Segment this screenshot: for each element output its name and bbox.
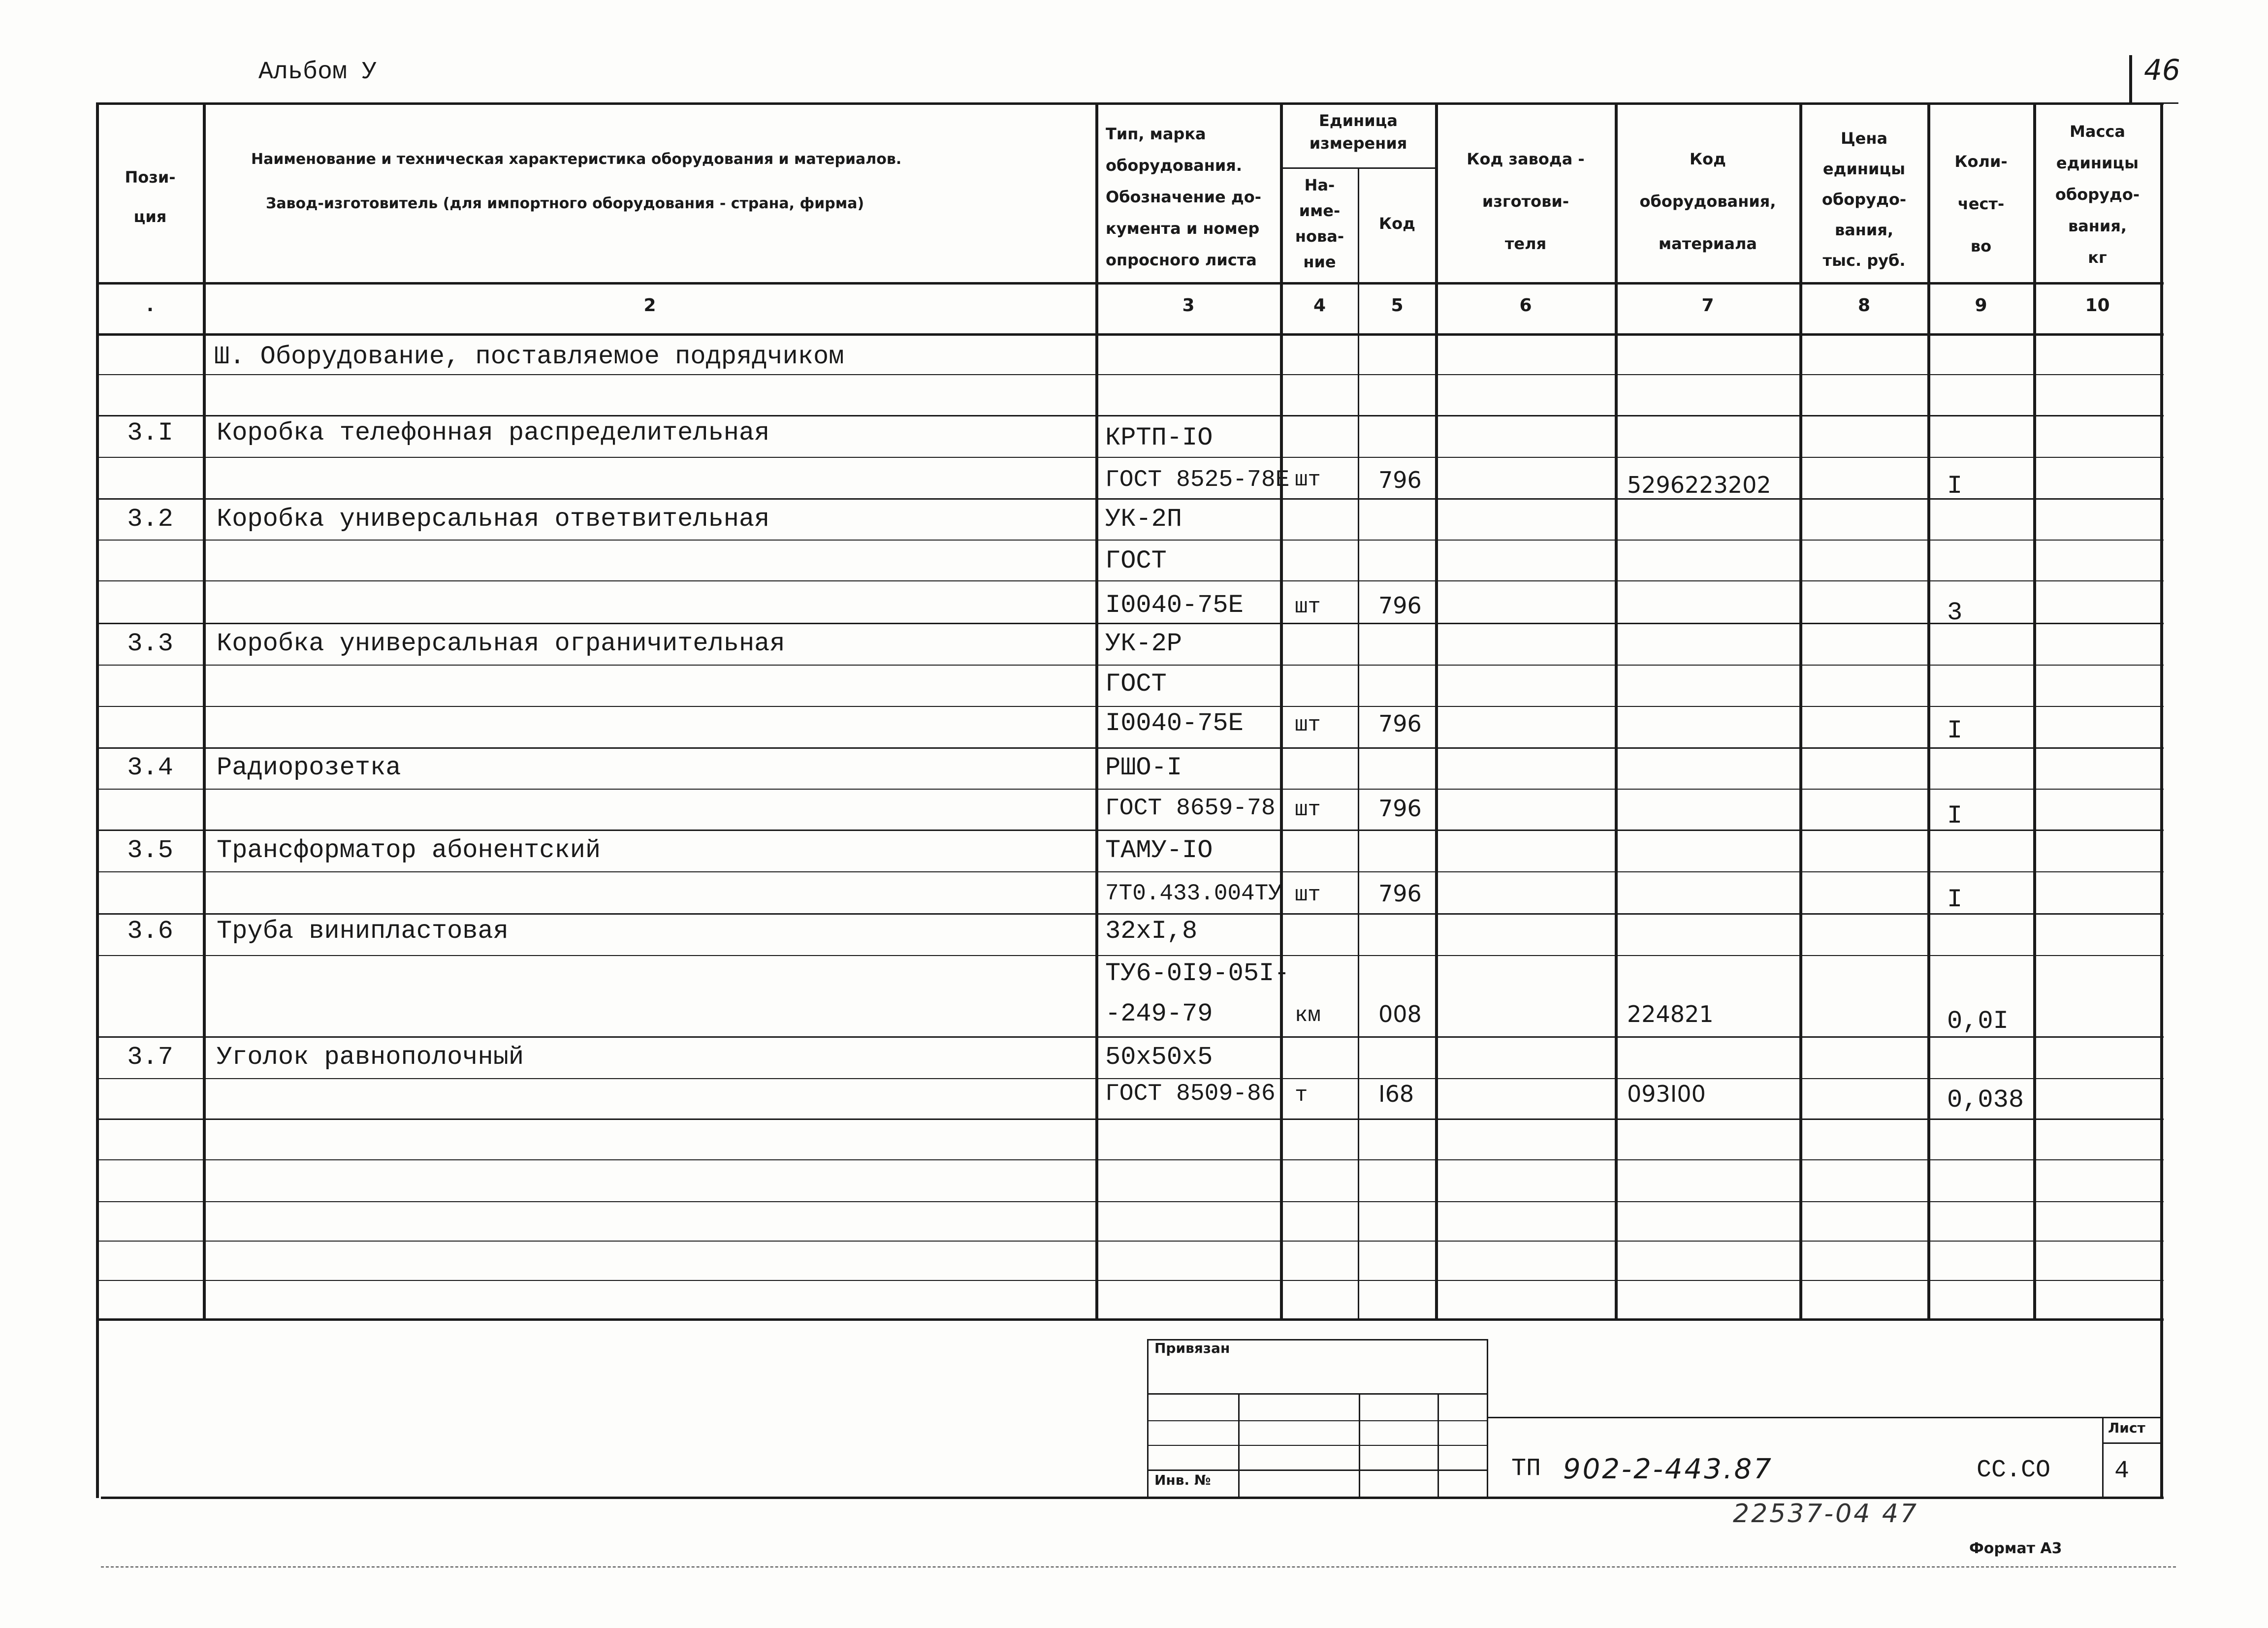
- col-number: 8: [1857, 295, 1871, 316]
- row-type: 32хI,8: [1105, 917, 1198, 946]
- format-label: Формат А3: [1969, 1540, 2062, 1557]
- row-quantity: I: [1947, 472, 1963, 501]
- col-header-unit-name: На- име- нова- ние: [1295, 176, 1344, 271]
- col-header-unit: Единица измерения: [1309, 111, 1407, 153]
- row-position: 3.3: [127, 629, 173, 658]
- row-quantity: 0,0I: [1947, 1007, 2009, 1036]
- col-number: 10: [2085, 295, 2110, 316]
- row-material-code: 224821: [1627, 1001, 1714, 1027]
- col-number: 3: [1182, 295, 1195, 316]
- row-unit: т: [1295, 1083, 1308, 1108]
- row-type: I0040-75Е: [1105, 591, 1244, 620]
- row-quantity: I: [1947, 801, 1963, 830]
- inventory-label: Инв. №: [1154, 1472, 1211, 1488]
- page-mark: 46: [2144, 53, 2180, 87]
- col-number: .: [147, 295, 154, 316]
- sheet-number: 4: [2114, 1457, 2130, 1485]
- row-unit: шт: [1295, 713, 1321, 737]
- col-header-quantity: Коли- чест- во: [1954, 152, 2008, 255]
- row-name: Коробка универсальная ответвительная: [217, 505, 770, 534]
- row-type: ГОСТ 8509-86: [1105, 1081, 1276, 1107]
- row-type: 50х50х5: [1105, 1043, 1213, 1072]
- row-type: РШО-I: [1105, 753, 1182, 782]
- row-unit-code: 796: [1378, 710, 1422, 737]
- row-type: ТАМУ-IO: [1105, 836, 1213, 865]
- row-type: ГОСТ 8659-78: [1105, 795, 1276, 822]
- row-unit-code: 796: [1378, 467, 1422, 493]
- row-position: 3.5: [127, 836, 173, 865]
- row-type: 7Т0.433.004ТУ: [1105, 881, 1282, 906]
- section-title: Ш. Оборудование, поставляемое подрядчиком: [214, 342, 844, 371]
- row-position: 3.I: [127, 418, 173, 447]
- col-header-price: Цена единицы оборудо- вания, тыс. руб.: [1821, 129, 1907, 270]
- row-type: ГОСТ: [1105, 670, 1167, 699]
- col-number: 6: [1519, 295, 1532, 316]
- col-number: 2: [643, 295, 656, 316]
- row-unit-code: 796: [1378, 795, 1422, 822]
- col-number: 7: [1701, 295, 1714, 316]
- row-unit: км: [1295, 1003, 1321, 1028]
- row-name: Труба винипластовая: [217, 917, 509, 946]
- archive-number: 22537-04 47: [1733, 1499, 1919, 1529]
- col-header-mass: Масса единицы оборудо- вания, кг: [2055, 122, 2140, 267]
- row-type: -249-79: [1105, 999, 1213, 1028]
- col-header-type: Тип, марка оборудования. Обозначение до- кумента и номер опросного листа: [1106, 125, 1261, 269]
- row-name: Радиорозетка: [217, 753, 401, 782]
- row-unit-code: 796: [1378, 592, 1422, 619]
- col-header-unit-code: Код: [1379, 214, 1415, 233]
- col-header-position: Пози- ция: [125, 168, 176, 226]
- row-name: Коробка универсальная ограничительная: [217, 629, 785, 658]
- col-header-name-line2: Завод-изготовитель (для импортного оборудования - страна, фирма): [266, 195, 864, 212]
- row-type: ГОСТ 8525-78Е: [1105, 467, 1290, 493]
- row-type: УК-2П: [1105, 505, 1182, 534]
- row-quantity: 3: [1947, 598, 1963, 627]
- row-unit-code: 796: [1378, 880, 1422, 907]
- album-label: Альбом У: [258, 58, 377, 86]
- row-unit: шт: [1295, 468, 1321, 492]
- row-quantity: I: [1947, 885, 1963, 914]
- col-number: 5: [1391, 295, 1404, 316]
- row-unit-code: 008: [1378, 1001, 1422, 1027]
- doc-code: СС.СО: [1977, 1456, 2051, 1484]
- row-unit: шт: [1295, 883, 1321, 907]
- row-name: Коробка телефонная распределительная: [217, 418, 770, 447]
- col-number: 4: [1313, 295, 1326, 316]
- col-header-material-code: Код оборудования, материала: [1639, 150, 1776, 253]
- row-type: ГОСТ: [1105, 546, 1167, 575]
- col-number: 9: [1975, 295, 1987, 316]
- row-type: I0040-75Е: [1105, 709, 1244, 738]
- row-name: Трансформатор абонентский: [217, 836, 601, 865]
- row-quantity: I: [1947, 716, 1963, 745]
- row-type: УК-2Р: [1105, 629, 1182, 658]
- row-position: 3.7: [127, 1043, 173, 1072]
- row-type: ТУ6-0I9-05I-: [1105, 959, 1290, 988]
- row-unit: шт: [1295, 798, 1321, 822]
- row-unit: шт: [1295, 595, 1321, 619]
- doc-number: 902-2-443.87: [1563, 1453, 1773, 1485]
- row-position: 3.6: [127, 917, 173, 946]
- col-header-factory-code: Код завода - изготови- теля: [1467, 150, 1585, 253]
- row-unit-code: I68: [1378, 1081, 1414, 1107]
- sheet-label: Лист: [2108, 1420, 2145, 1436]
- col-header-name-line1: Наименование и техническая характеристика оборудования и материалов.: [251, 151, 902, 168]
- bound-label: Привязан: [1154, 1340, 1230, 1356]
- row-type: КРТП-IO: [1105, 423, 1213, 452]
- row-material-code: 5296223202: [1627, 472, 1771, 498]
- row-material-code: 093I00: [1627, 1081, 1706, 1107]
- row-quantity: 0,038: [1947, 1085, 2024, 1115]
- row-position: 3.4: [127, 753, 173, 782]
- row-name: Уголок равнополочный: [217, 1043, 524, 1072]
- doc-prefix: ТП: [1511, 1455, 1541, 1483]
- row-position: 3.2: [127, 505, 173, 534]
